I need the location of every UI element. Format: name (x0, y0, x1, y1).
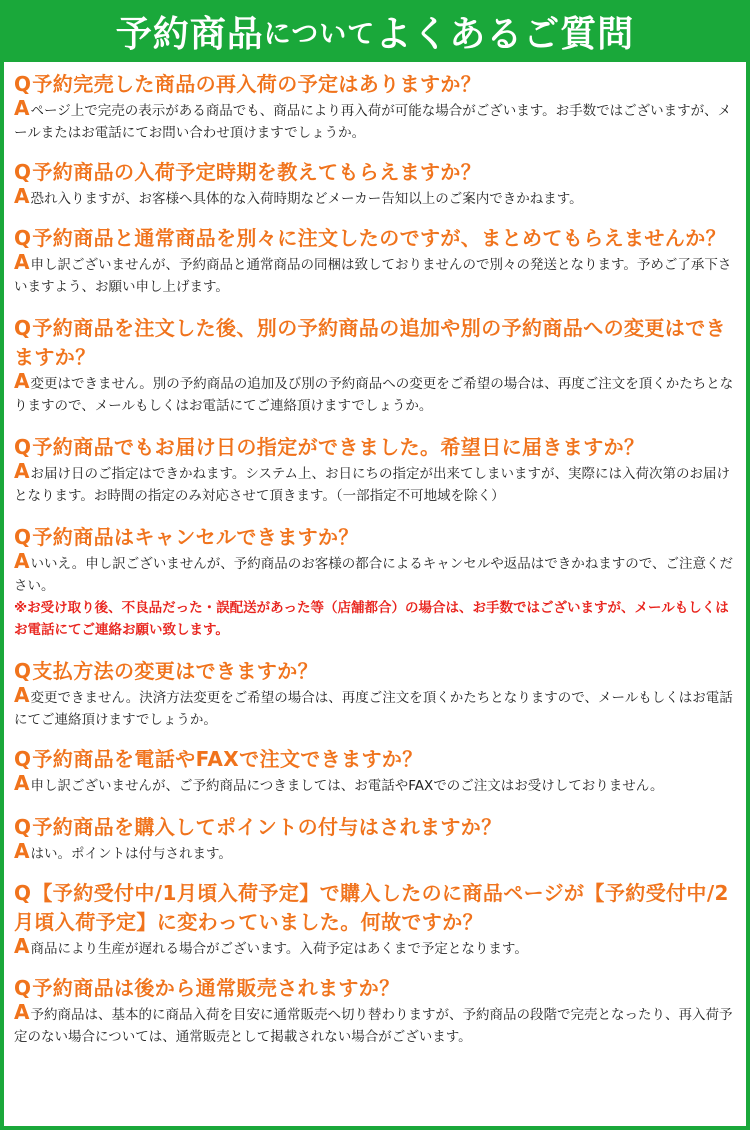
answer-mark-a: A (14, 250, 30, 274)
faq-answer-text: 変更はできません。別の予約商品の追加及び別の予約商品への変更をご希望の場合は、再度ご注文を頂くかたちとなりますので、メールもしくはお電話にてご連絡頂けますでしょうか。 (14, 376, 734, 414)
faq-answer (14, 1000, 738, 1048)
question-mark-q: Q (14, 815, 32, 839)
answer-mark-a: A (14, 839, 30, 863)
question-mark-q: Q (14, 72, 32, 96)
faq-question-text: 予約商品を注文した後、別の予約商品の追加や別の予約商品への変更はできますか？ (14, 316, 727, 369)
faq-question (14, 657, 738, 686)
faq-list (0, 70, 750, 1048)
faq-question-text: 予約商品の入荷予定時期を教えてもらえますか？ (32, 160, 482, 184)
faq-question (14, 314, 738, 372)
faq-answer-text: 予約商品は、基本的に商品入荷を目安に通常販売へ切り替わりますが、予約商品の段階で完売となったり、再入荷予定のない場合については、通常販売として掲載されない場合がございます。 (14, 1007, 733, 1045)
page-title-part1: 予約商品 (115, 13, 264, 55)
answer-mark-a: A (14, 369, 30, 393)
faq-answer-text: 変更できません。決済方法変更をご希望の場合は、再度ご注文を頂くかたちとなりますので、メールもしくはお電話にてご連絡頂けますでしょうか。 (14, 690, 733, 728)
faq-question-text: 予約商品を購入してポイントの付与はされますか？ (32, 815, 502, 839)
faq-answer-text: 商品により生産が遅れる場合がございます。入荷予定はあくまで予定となります。 (30, 941, 528, 957)
faq-answer (14, 250, 738, 298)
faq-answer-text: 恐れ入りますが、お客様へ具体的な入荷時期などメーカー告知以上のご案内できかねます。 (30, 191, 583, 207)
faq-answer (14, 839, 738, 865)
question-mark-q: Q (14, 435, 32, 459)
answer-mark-a: A (14, 96, 30, 120)
faq-question-text: 予約商品でもお届け日の指定ができました。希望日に届きますか？ (32, 435, 645, 459)
answer-mark-a: A (14, 184, 30, 208)
faq-item (14, 70, 738, 144)
question-mark-q: Q (14, 976, 32, 1000)
faq-question (14, 433, 738, 462)
question-mark-q: Q (14, 160, 32, 184)
question-mark-q: Q (14, 659, 32, 683)
faq-answer-text: はい。ポイントは付与されます。 (30, 846, 232, 862)
question-mark-q: Q (14, 525, 32, 549)
faq-question-text: 予約商品を電話やFAXで注文できますか？ (32, 747, 423, 771)
question-mark-q: Q (14, 316, 32, 340)
answer-mark-a: A (14, 549, 30, 573)
faq-answer-text: いいえ。申し訳ございませんが、予約商品のお客様の都合によるキャンセルや返品はできかねますので、ご注意ください。 (14, 556, 734, 594)
answer-mark-a: A (14, 771, 30, 795)
faq-item (14, 314, 738, 417)
faq-question (14, 879, 738, 937)
faq-question (14, 523, 738, 552)
page-title-part2: について (263, 18, 376, 50)
faq-item (14, 974, 738, 1048)
answer-mark-a: A (14, 934, 30, 958)
faq-question-text: 【予約受付中/1月頃入荷予定】で購入したのに商品ページが【予約受付中/2月頃入荷予定】に変わっていました。何故ですか？ (14, 881, 729, 934)
faq-answer (14, 96, 738, 144)
faq-answer (14, 683, 738, 731)
faq-answer-text: お届け日のご指定はできかねます。システム上、お日にちの指定が出来てしまいますが、実際には入荷次第のお届けとなります。お時間の指定のみ対応させて頂きます。（一部指定不可地域を除く） (14, 466, 731, 504)
page-title-banner (0, 0, 750, 62)
faq-question-text: 予約完売した商品の再入荷の予定はありますか？ (32, 72, 482, 96)
faq-item (14, 745, 738, 797)
faq-question (14, 745, 738, 774)
faq-item (14, 813, 738, 865)
faq-question-text: 予約商品はキャンセルできますか？ (32, 525, 359, 549)
answer-mark-a: A (14, 1000, 30, 1024)
faq-answer-text: 申し訳ございませんが、予約商品と通常商品の同梱は致しておりませんので別々の発送となります。予めご了承下さいますよう、お願い申し上げます。 (14, 257, 732, 295)
faq-question (14, 813, 738, 842)
faq-question (14, 70, 738, 99)
faq-answer (14, 771, 738, 797)
faq-item (14, 433, 738, 507)
faq-question (14, 224, 738, 253)
faq-answer (14, 459, 738, 507)
faq-answer (14, 184, 738, 210)
faq-item (14, 523, 738, 641)
faq-question (14, 158, 738, 187)
question-mark-q: Q (14, 881, 32, 905)
faq-question-text: 予約商品は後から通常販売されますか？ (32, 976, 400, 1000)
faq-answer-text: 申し訳ございませんが、ご予約商品につきましては、お電話やFAXでのご注文はお受けしておりません。 (30, 778, 664, 794)
answer-mark-a: A (14, 459, 30, 483)
question-mark-q: Q (14, 747, 32, 771)
faq-answer-text: ページ上で完売の表示がある商品でも、商品により再入荷が可能な場合がございます。お手数ではございますが、メールまたはお電話にてお問い合わせ頂けますでしょうか。 (14, 103, 732, 141)
faq-item (14, 224, 738, 298)
faq-answer (14, 934, 738, 960)
answer-mark-a: A (14, 683, 30, 707)
faq-item (14, 158, 738, 210)
faq-question (14, 974, 738, 1003)
question-mark-q: Q (14, 226, 32, 250)
faq-question-text: 予約商品と通常商品を別々に注文したのですが、まとめてもらえませんか？ (32, 226, 727, 250)
faq-answer-note: ※お受け取り後、不良品だった・誤配送があった等（店舗都合）の場合は、お手数ではございますが、メールもしくはお電話にてご連絡お願い致します。 (14, 600, 729, 638)
faq-item (14, 657, 738, 731)
faq-item (14, 879, 738, 960)
faq-answer (14, 549, 738, 641)
faq-question-text: 支払方法の変更はできますか？ (32, 659, 319, 683)
faq-answer (14, 369, 738, 417)
page-title-part3: よくあるご質問 (375, 13, 635, 55)
